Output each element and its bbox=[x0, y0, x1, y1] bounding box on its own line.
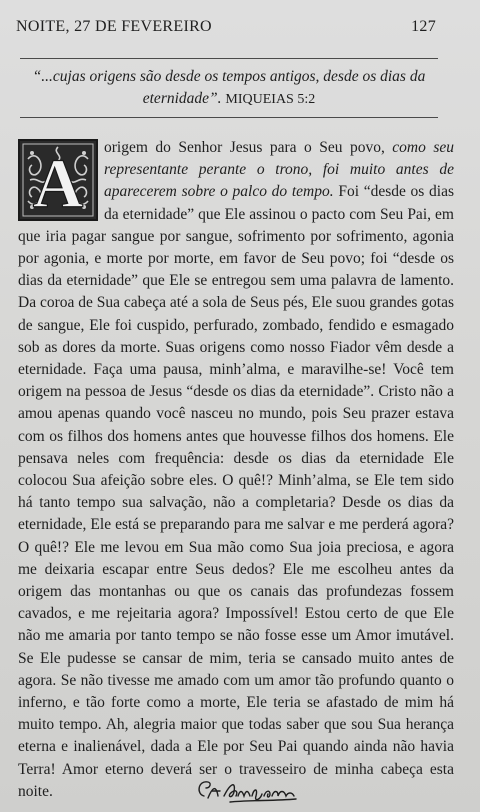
page-number: 127 bbox=[411, 18, 436, 35]
dropcap-letter: A bbox=[32, 146, 84, 221]
body-intro: origem do Senhor Jesus para o Seu povo, bbox=[104, 139, 393, 156]
devotional-body bbox=[18, 137, 454, 803]
top-divider bbox=[20, 58, 438, 59]
epigraph-quote: “...cujas origens são desde os tempos antigos, desde os dias da eternidade”. bbox=[32, 68, 426, 107]
devotional-title: NOITE, 27 DE FEVEREIRO bbox=[16, 18, 212, 35]
bottom-divider bbox=[20, 117, 438, 118]
body-main: Foi “desde os dias da eternidade” que Ele assinou o pacto com Seu Pai, em que iria pagar sangue por sangue, sofrimento por sofrimento, agonia por agonia, e morte por morte, em favor de Seu povo; foi “desde os dias da eternidade” que Ele se entregou sem uma palavra de lamento. Da coroa de Sua cabeça até a sola de Seus pés, Ele suou grandes gotas de sangue, Ele foi cuspido, perfurado, zombado, fendido e esmagado sob as dores da morte. Suas origens como nosso Fiador vêm desde a eternidade. Faça uma pausa, minh’alma, e maravilhe-se! Você tem origem na pessoa de Jesus “desde os dias da eternidade”. Cristo não a amou apenas quando você nasceu no mundo, pois Seu prazer estava com os filhos dos homens antes que houvesse filhos dos homens. Ele pensava neles com frequência: desde os dias da eternidade Ele colocou Sua afeição sobre eles. O quê!? Minh’alma, se Ele tem sido há tanto tempo sua salvação, não a completaria? Desde os dias da eternidade, Ele está se preparando para me salvar e me perderá agora? O quê!? Ele me levou em Sua mão como Sua joia preciosa, e agora me deixaria escapar entre Seus dedos? Ele me escolheu antes da origem das montanhas ou que os canais das profundezas fossem cavados, e me rejeitaria agora? Impossível! Estou certo de que Ele não me amaria por tanto tempo se não fosse esse um Amor imutável. Se Ele pudesse se cansar de mim, teria se cansado muito antes de agora. Se não tivesse me amado com um amor tão profundo quanto o inferno, e tão forte como a morte, Ele teria se afastado de mim há muito tempo. Ah, alegria maior que todas saber que sou Sua herança eterna e inalienável, dada a Ele por Seu Pai quando ainda não havia Terra! Amor eterno deverá ser o travesseiro de minha cabeça esta noite. bbox=[18, 183, 454, 800]
page-header bbox=[16, 18, 436, 36]
epigraph bbox=[22, 66, 436, 111]
body-italic-phrase: como seu representante perante o trono, foi muito antes de aparecerem sobre o palco do tempo. bbox=[104, 139, 454, 201]
ornamental-dropcap bbox=[18, 139, 98, 221]
epigraph-reference: MIQUEIAS 5:2 bbox=[225, 92, 316, 107]
spurgeon-signature bbox=[190, 774, 302, 806]
